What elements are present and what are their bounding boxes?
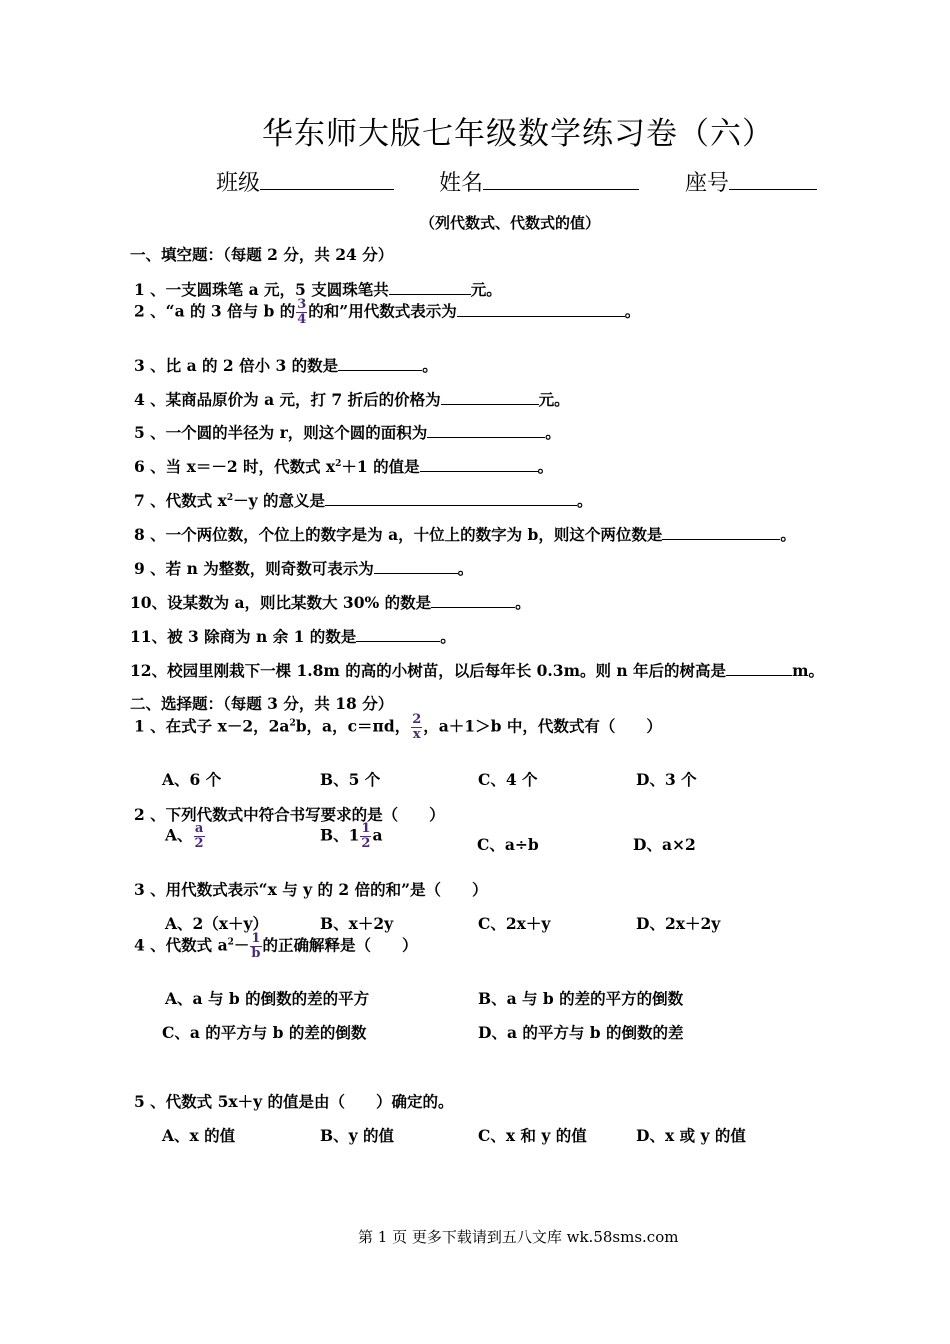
page-footer: 第 1 页 更多下载请到五八文库 wk.58sms.com [358,1228,679,1246]
fill-q5: 5 、一个圆的半径为 r，则这个圆的面积为 。 [134,423,561,442]
section2-header: 二、选择题：（每题 3 分，共 18 分） [130,694,394,713]
fill-q8: 8 、一个两位数，个位上的数字是为 a，十位上的数字为 b，则这个两位数是 。 [134,525,796,544]
fill-q10-blank[interactable] [431,592,515,608]
choice-q1-option-a[interactable]: A、6 个 [162,770,222,789]
fraction-a-over-2: $\frac{a}{2}$ [194,821,204,851]
choice-q2-option-b[interactable]: B、1 $\frac{1}{2}$ a [320,821,383,851]
fill-q7: 7 、代数式 $x^2-y$ 的意义是 。 [134,491,593,510]
fill-q9-blank[interactable] [374,558,458,574]
fill-q6: 6 、当 x＝－2 时，代数式 $x^2+1$ 的值是 。 [134,457,554,476]
choice-q5-option-d[interactable]: D、x 或 y 的值 [636,1126,746,1145]
choice-q3-option-a[interactable]: A、2（x＋y） [165,914,269,933]
choice-q4-option-c[interactable]: C、a 的平方与 b 的差的倒数 [162,1023,367,1042]
fill-q4-blank[interactable] [441,389,539,405]
choice-q5-option-b[interactable]: B、y 的值 [320,1126,395,1145]
fill-q1-blank[interactable] [389,279,471,295]
choice-q2-option-a[interactable]: A、 $\frac{a}{2}$ [165,821,204,851]
fill-q12: 12、校园里刚栽下一棵 1.8m 的高的小树苗，以后每年长 0.3m。则 n 年后的树高是 m。 [130,661,824,680]
fraction-one-half: $\frac{1}{2}$ [361,821,371,851]
class-blank[interactable] [260,169,394,190]
fill-q3: 3 、比 a 的 2 倍小 3 的数是 。 [134,356,438,375]
choice-q2-option-c[interactable]: C、a÷b [477,835,539,854]
subtitle: （列代数式、代数式的值） [420,214,601,232]
fill-q3-blank[interactable] [338,355,422,371]
fill-q6-blank[interactable] [420,456,538,472]
choice-q2: 2 、下列代数式中符合书写要求的是（ ） [134,805,445,824]
choice-q4: 4 、代数式 $a^2-$ $\frac{1}{b}$ 的正确解释是（ ） [134,931,418,961]
choice-q1-option-c[interactable]: C、4 个 [478,770,538,789]
section1-header: 一、填空题：（每题 2 分，共 24 分） [130,245,394,264]
class-field [216,166,394,197]
fill-q5-blank[interactable] [427,422,545,438]
fill-q12-blank[interactable] [726,660,792,676]
choice-q3-option-b[interactable]: B、x＋2y [320,914,394,933]
choice-q4-option-a[interactable]: A、a 与 b 的倒数的差的平方 [165,989,370,1008]
choice-q5-option-a[interactable]: A、x 的值 [162,1126,236,1145]
page-title: 华东师大版七年级数学练习卷（六） [262,116,774,152]
choice-q2-option-d[interactable]: D、a×2 [633,835,696,854]
fill-q2: 2 、“a 的 3 倍与 b 的 $\frac{3}{4}$ 的和”用代数式表示为 。 [134,297,641,327]
choice-q5: 5 、代数式 5x＋y 的值是由（ ）确定的。 [134,1092,454,1111]
name-field [439,166,639,197]
choice-q4-option-b[interactable]: B、a 与 b 的差的平方的倒数 [478,989,684,1008]
seat-blank[interactable] [729,169,817,190]
choice-q5-option-c[interactable]: C、x 和 y 的值 [478,1126,587,1145]
seat-label: 座号 [685,171,730,196]
class-label: 班级 [216,171,261,196]
fill-q4: 4 、某商品原价为 a 元，打 7 折后的价格为 元。 [134,390,570,409]
seat-field [685,166,817,197]
fill-q1: 1 、一支圆珠笔 a 元，5 支圆珠笔共 元。 [134,280,502,299]
choice-q3: 3 、用代数式表示“x 与 y 的 2 倍的和”是（ ） [134,880,488,899]
choice-q3-option-c[interactable]: C、2x＋y [478,914,551,933]
fill-q9: 9 、若 n 为整数，则奇数可表示为 。 [134,559,474,578]
fill-q2-blank[interactable] [457,301,625,317]
fraction-one-over-b: $\frac{1}{b}$ [251,931,261,961]
fill-q10: 10、设某数为 a，则比某数大 30% 的数是 。 [130,593,531,612]
fill-q11-blank[interactable] [356,626,440,642]
fill-q8-blank[interactable] [662,524,780,540]
fraction-three-quarters: $\frac{3}{4}$ [297,297,307,327]
choice-q3-option-d[interactable]: D、2x＋2y [636,914,721,933]
choice-q1: 1 、在式子 x－2，$2a^2b$，a，c＝πd， $\frac{2}{x}$ ，a＋1＞b 中，代数式有（ ） [134,712,662,742]
choice-q4-option-d[interactable]: D、a 的平方与 b 的倒数的差 [478,1023,684,1042]
fill-q7-blank[interactable] [325,490,577,506]
choice-q1-option-b[interactable]: B、5 个 [320,770,381,789]
name-label: 姓名 [439,171,484,196]
choice-q1-option-d[interactable]: D、3 个 [636,770,697,789]
name-blank[interactable] [483,169,639,190]
fraction-two-over-x: $\frac{2}{x}$ [412,712,422,742]
fill-q11: 11、被 3 除商为 n 余 1 的数是 。 [130,627,456,646]
